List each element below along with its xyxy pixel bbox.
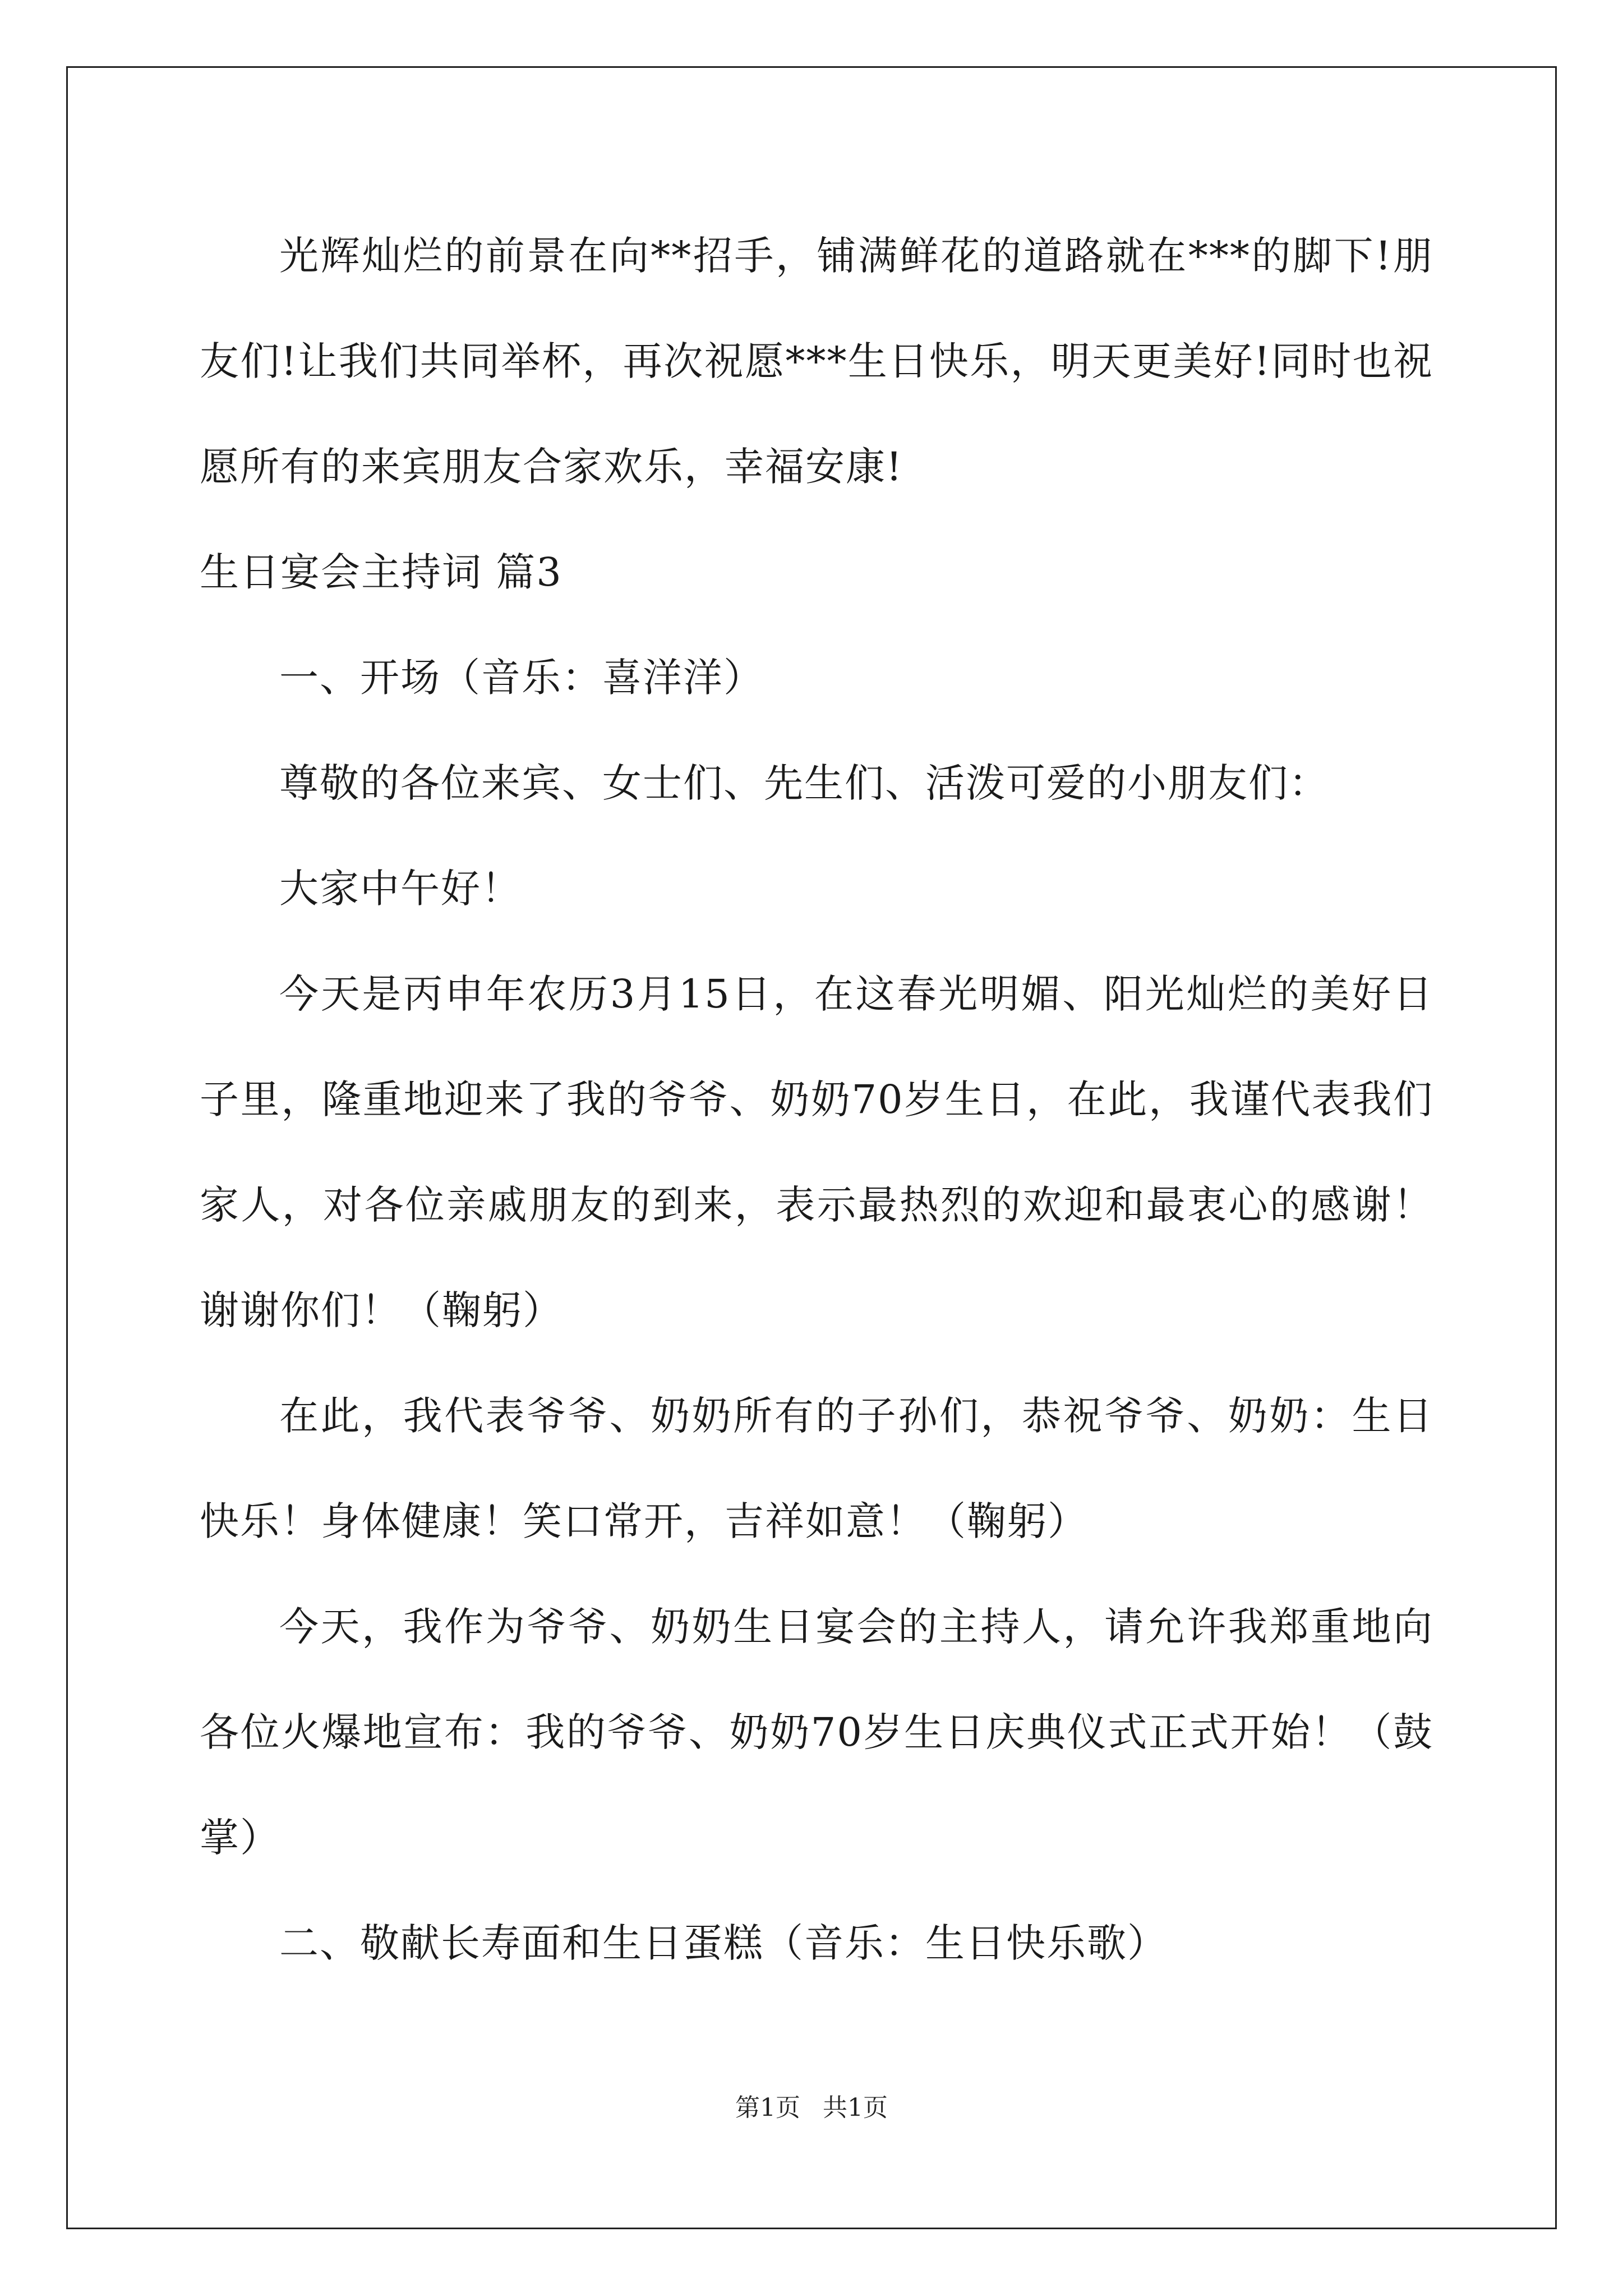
paragraph-section-two: 二、敬献长寿面和生日蛋糕（音乐：生日快乐歌） [279, 1920, 1168, 1966]
page-number: 第1页 [735, 2093, 800, 2122]
page-total: 共1页 [823, 2093, 888, 2122]
paragraph-blessing: 在此，我代表爷爷、奶奶所有的子孙们，恭祝爷爷、奶奶：生日快乐！身体健康！笑口常开，吉祥如意！（鞠躬） [200, 1393, 1433, 1544]
paragraph-today: 今天是丙申年农历3月15日，在这春光明媚、阳光灿烂的美好日子里，隆重地迎来了我的爷爷、奶奶70岁生日，在此，我谨代表我们家人，对各位亲戚朋友的到来，表示最热烈的欢迎和最衷心的感谢！谢谢你们！（鞠躬） [200, 971, 1433, 1333]
paragraph-opening-title: 一、开场（音乐：喜洋洋） [279, 655, 764, 701]
paragraph-closing-toast: 光辉灿烂的前景在向**招手，铺满鲜花的道路就在***的脚下!朋友们!让我们共同举杯，再次祝愿***生日快乐，明天更美好!同时也祝愿所有的来宾朋友合家欢乐，幸福安康! [200, 233, 1433, 490]
section-heading: 生日宴会主持词 篇3 [200, 549, 562, 595]
paragraph-announcement: 今天，我作为爷爷、奶奶生日宴会的主持人，请允许我郑重地向各位火爆地宣布：我的爷爷、奶奶70岁生日庆典仪式正式开始！（鼓掌） [200, 1604, 1433, 1861]
paragraph-good-noon: 大家中午好！ [279, 866, 522, 912]
paragraph-greeting: 尊敬的各位来宾、女士们、先生们、活泼可爱的小朋友们： [279, 760, 1329, 806]
document-body [200, 203, 1433, 1996]
page-footer [0, 2091, 1623, 2125]
